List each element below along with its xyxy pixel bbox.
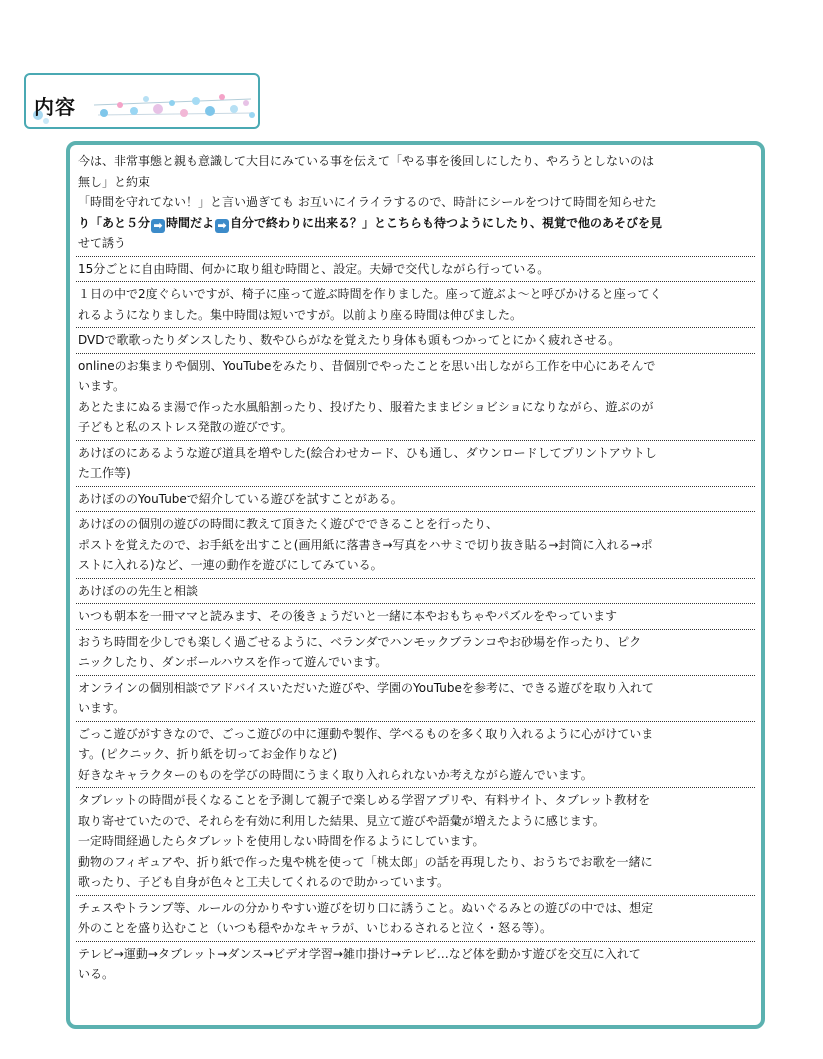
entry-line: す。(ピクニック、折り紙を切ってお金作りなど): [78, 747, 338, 761]
list-item: [76, 149, 755, 257]
list-item: [76, 604, 755, 630]
entry-line: 今は、非常事態と親も意識して大目にみている事を伝えて「やる事を後回しにしたり、やろうとしないのは: [78, 154, 655, 168]
entry-line-bold: [78, 213, 753, 234]
entry-line: 子どもと私のストレス発散の遊びです。: [78, 420, 293, 434]
list-item: [76, 282, 755, 328]
entry-line: チェスやトランプ等、ルールの分かりやすい遊びを切り口に誘うこと。ぬいぐるみとの遊びの中では、想定: [78, 900, 654, 915]
entry-line: DVDで歌歌ったりダンスしたり、数やひらがなを覚えたり身体も頭もつかってとにかく疲れさせる。: [78, 333, 621, 347]
list-item: [76, 896, 755, 942]
entry-line: あけぼののYouTubeで紹介している遊びを試すことがある。: [78, 491, 403, 506]
arrow-right-icon: ➡: [215, 219, 229, 233]
entry-line: 動物のフィギュアや、折り紙で作った鬼や桃を使って「桃太郎」の話を再現したり、おうちでお歌を一緒に: [78, 854, 653, 869]
list-item: [76, 354, 755, 441]
entry-line: onlineのお集まりや個別、YouTubeをみたり、昔個別でやったことを思い出しながら工作を中心にあそんで: [78, 358, 656, 373]
bold-text: 時間だよ: [166, 215, 215, 230]
entry-line: ストに入れる)など、一連の動作を遊びにしてみている。: [78, 558, 383, 572]
entry-line: 外のことを盛り込むこと（いつも穏やかなキャラが、いじわるされると泣く・怒る等）。: [78, 921, 553, 935]
list-item: [76, 441, 755, 487]
list-item: [76, 512, 755, 579]
entry-line: 「時間を守れてない！」と言い過ぎても お互いにイライラするので、時計にシールをつけて時間を知らせた: [78, 195, 657, 209]
entry-line: タブレットの時間が長くなることを予測して親子で楽しめる学習アプリや、有料サイト、タブレット教材を: [78, 793, 651, 807]
entry-line: います。: [78, 379, 126, 393]
entry-line: 一定時間経過したらタブレットを使用しない時間を作るようにしています。: [78, 834, 485, 848]
entry-line: ポストを覚えたので、お手紙を出すこと(画用紙に落書き→写真をハサミで切り抜き貼る→封筒に入れる→ポ: [78, 537, 653, 552]
entry-line: いる。: [78, 967, 115, 981]
content-box: [66, 141, 765, 1029]
list-item: [76, 257, 755, 283]
list-item: [76, 328, 755, 354]
entry-line: １日の中で2度ぐらいですが、椅子に座って遊ぶ時間を作りました。座って遊ぶよ～と呼びかけると座ってく: [78, 287, 662, 301]
entry-line: あとたまにぬるま湯で作った水風船割ったり、投げたり、服着たままビショビショになりながら、遊ぶのが: [78, 399, 654, 414]
entry-line: 好きなキャラクターのものを学びの時間にうまく取り入れられないか考えながら遊んでいます。: [78, 767, 593, 782]
list-item: [76, 630, 755, 676]
list-item: [76, 722, 755, 789]
section-title: 内容: [34, 95, 76, 119]
entry-line: 15分ごとに自由時間、何かに取り組む時間と、設定。夫婦で交代しながら行っている。: [78, 261, 550, 276]
entries-list: [76, 149, 755, 987]
entry-line: ごっこ遊びがすきなので、ごっこ遊びの中に運動や製作、学べるものを多く取り入れるように心がけていま: [78, 726, 654, 741]
entry-line: ニックしたり、ダンボールハウスを作って遊んでいます。: [78, 655, 388, 669]
list-item: [76, 788, 755, 896]
entry-line: あけぼのの個別の遊びの時間に教えて頂きたく遊びでできることを行ったり、: [78, 517, 499, 531]
entry-line: 歌ったり、子ども自身が色々と工夫してくれるので助かっています。: [78, 875, 450, 889]
entry-line: いつも朝本を一冊ママと読みます、その後きょうだいと一緒に本やおもちゃやパズルをやっています: [78, 609, 618, 623]
entry-line: おうち時間を少しでも楽しく過ごせるように、ベランダでハンモックブランコやお砂場を作ったり、ピク: [78, 634, 642, 649]
arrow-right-icon: ➡: [151, 219, 165, 233]
entry-line: せて誘う: [78, 236, 127, 250]
entry-line: あけぼのの先生と相談: [78, 583, 199, 598]
bold-text: 自分で終わりに出来る？」とこちらも待つようにしたり、視覚で他のあそびを見: [230, 215, 663, 230]
entry-line: オンラインの個別相談でアドバイスいただいた遊びや、学園のYouTubeを参考に、できる遊びを取り入れて: [78, 680, 654, 695]
entry-line: あけぼのにあるような遊び道具を増やした(絵合わせカード、ひも通し、ダウンロードしてプリントアウトし: [78, 445, 657, 460]
list-item: [76, 579, 755, 605]
section-title-box: [24, 73, 260, 129]
entry-line: 取り寄せていたので、それらを有効に利用した結果、見立て遊びや語彙が増えたように感じます。: [78, 813, 605, 828]
list-item: [76, 942, 755, 987]
entry-line: テレビ→運動→タブレット→ダンス→ビデオ学習→雑巾掛け→テレビ…など体を動かす遊びを交互に入れて: [78, 946, 641, 961]
entry-line: れるようになりました。集中時間は短いですが。以前より座る時間は伸びました。: [78, 307, 523, 322]
entry-line: た工作等): [78, 466, 131, 480]
entry-line: 無し」と約束: [78, 174, 151, 189]
list-item: [76, 676, 755, 722]
entry-line: います。: [78, 701, 126, 715]
bold-text: り「あと５分: [78, 215, 151, 230]
list-item: [76, 487, 755, 513]
